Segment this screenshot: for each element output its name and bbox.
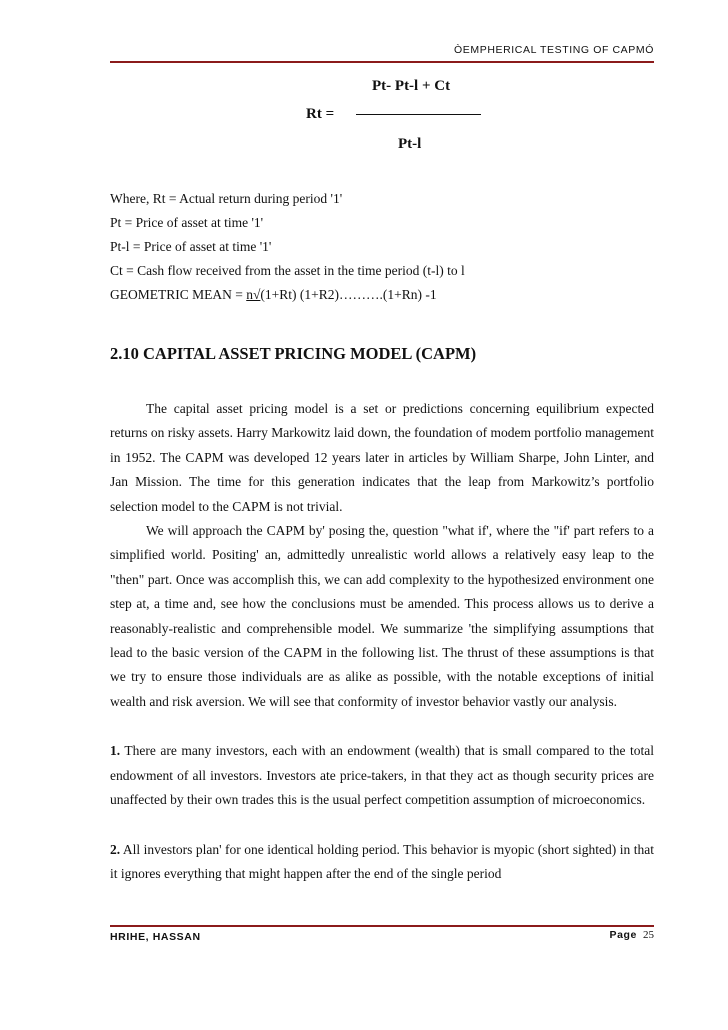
- paragraph: The capital asset pricing model is a set or predictions concerning equilibrium expected returns on risky assets. Harry Markowitz laid down, the foundation of modem portfolio management in 1952. The CAPM was developed 12 years later in articles by William Sharpe, John Linter, and Jan Mission. The time for this generation indicates that the leap from Markowitz’s portfolio selection model to the CAPM is not trivial.: [110, 401, 655, 514]
- assumption-item-2: [110, 838, 654, 887]
- geometric-mean-line: [110, 283, 654, 307]
- geometric-mean-root: n√: [246, 287, 261, 302]
- paragraph: We will approach the CAPM by' posing the, question "what if', where the "if' part refers to a simplified world. Positing' an, admittedly unrealistic world allows a relatively easy leap to the "then" part. Once was accomplish this, we can add complexity to the hypothesized environment one step at, a time and, see how the conclusions must be amended. This process allows us to derive a reasonably-realistic and comprehensible model. We summarize 'the simplifying assumptions that lead to the basic version of the CAPM in the following list. The thrust of these assumptions is that we try to ensure those individuals are as alike as possible, with the notable exceptions of initial wealth and risk aversion. We will see that conformity of investor behavior vastly our analysis.: [110, 523, 654, 709]
- definitions-block: [110, 187, 654, 307]
- section-title: 2.10 CAPITAL ASSET PRICING MODEL (CAPM): [110, 344, 477, 363]
- assumption-item-1: [110, 739, 654, 812]
- header-rule: [110, 61, 654, 63]
- definition-line: Pt = Price of asset at time '1': [110, 215, 264, 230]
- formula-denominator: Pt-l: [398, 136, 422, 152]
- item-text: All investors plan' for one identical holding period. This behavior is myopic (short sighted) in that it ignores everything that might happen after the end of the single period: [110, 841, 654, 881]
- definition-line: Pt-l = Price of asset at time '1': [110, 239, 272, 254]
- formula-numerator: Pt- Pt-l + Ct: [372, 78, 451, 94]
- fraction-bar: [356, 114, 481, 115]
- geometric-mean-prefix: GEOMETRIC MEAN =: [110, 287, 247, 302]
- page-label: Page: [609, 929, 637, 941]
- footer-author: HRIHE, HASSAN: [110, 931, 201, 943]
- footer-rule: [110, 925, 654, 927]
- formula-lhs: Rt =: [306, 106, 335, 122]
- page-number: 25: [643, 929, 654, 941]
- footer-page: [610, 929, 655, 941]
- geometric-mean-rest: (1+Rt) (1+R2)……….(1+Rn) -1: [260, 287, 437, 302]
- section-body: [110, 397, 654, 886]
- definition-line: Ct = Cash flow received from the asset in the time period (t-l) to l: [110, 263, 465, 278]
- item-number: 1.: [110, 743, 121, 759]
- item-number: 2.: [110, 841, 121, 857]
- running-header: ÒEMPHERICAL TESTING OF CAPMÓ: [454, 44, 654, 56]
- definition-line: Where, Rt = Actual return during period '1': [110, 191, 343, 206]
- item-text: There are many investors, each with an endowment (wealth) that is small compared to the total endowment of all investors. Investors ate price-takers, in that they act as though security prices are unaffected by their own trades this is the usual perfect competition assumption of microeconomics.: [110, 743, 654, 808]
